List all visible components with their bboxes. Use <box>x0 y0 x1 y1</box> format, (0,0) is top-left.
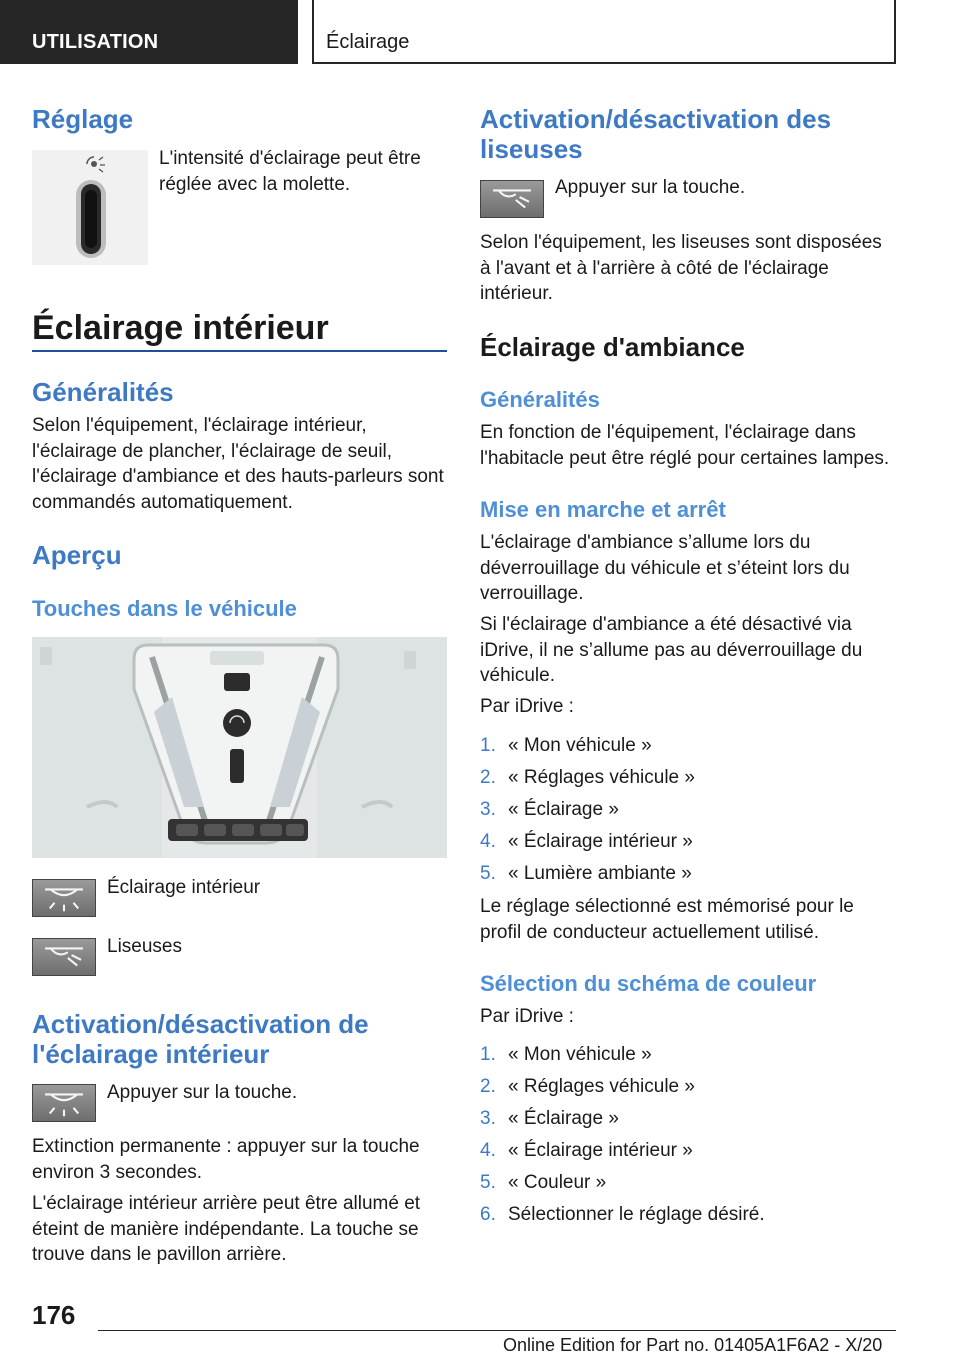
list-item: 4. « Éclairage intérieur » <box>480 1140 693 1161</box>
interior-lighting-heading: Éclairage intérieur <box>32 309 329 347</box>
list-item: 3. « Éclairage » <box>480 1108 619 1129</box>
legend-interior-light: Éclairage intérieur <box>107 877 261 898</box>
legend-reading-light: Liseuses <box>107 936 182 957</box>
activation-heading: Activation/désactivation de l'éclairage intérieur <box>32 1009 369 1069</box>
list-item: 6. Sélectionner le réglage désiré. <box>480 1204 765 1225</box>
reading-lights-heading: Activation/désactivation des liseuses <box>480 104 832 164</box>
footer-rule <box>98 1330 896 1331</box>
onoff-p2: Si l'éclairage d'ambiance a été désactivé via iDrive, il ne s’allume pas au déverrouillage du véhicule. <box>480 614 863 686</box>
buttons-heading: Touches dans le véhicule <box>32 596 297 621</box>
activation-p2: L'éclairage intérieur arrière peut être allumé et éteint de manière indépendante. La touche se trouve dans le pavillon arrière. <box>32 1193 421 1265</box>
via-idrive: Par iDrive : <box>480 696 574 717</box>
interior-light-icon <box>32 879 96 917</box>
reglage-text: L'intensité d'éclairage peut être réglée avec la molette. <box>159 148 421 195</box>
list-item: 5. « Couleur » <box>480 1172 607 1193</box>
header-section-label: UTILISATION <box>32 31 159 53</box>
general-heading: Généralités <box>32 377 174 407</box>
ambient-heading: Éclairage d'ambiance <box>480 332 745 362</box>
list-item: 2. « Réglages véhicule » <box>480 1076 695 1097</box>
via-idrive-2: Par iDrive : <box>480 1006 574 1027</box>
reading-press: Appuyer sur la touche. <box>555 177 746 198</box>
header-chapter-label: Éclairage <box>326 31 410 53</box>
header-section-tab <box>0 0 298 64</box>
reglage-heading: Réglage <box>32 104 134 134</box>
onoff-heading: Mise en marche et arrêt <box>480 497 726 522</box>
footer-edition: Online Edition for Part no. 01405A1F6A2 - X/20 <box>503 1335 883 1355</box>
reading-text: Selon l'équipement, les liseuses sont disposées à l'avant et à l'arrière à côté de l'éclairage intérieur. <box>480 232 882 304</box>
list-item: 3. « Éclairage » <box>480 799 619 820</box>
overview-heading: Aperçu <box>32 540 122 570</box>
steps-color-list <box>480 1042 890 1228</box>
list-item: 2. « Réglages véhicule » <box>480 767 695 788</box>
activation-press: Appuyer sur la touche. <box>107 1082 298 1103</box>
list-item: 1. « Mon véhicule » <box>480 1044 652 1065</box>
page-number: 176 <box>32 1300 76 1330</box>
interior-light-button-icon <box>32 1084 96 1122</box>
ambient-general-text: En fonction de l'équipement, l'éclairage dans l'habitacle peut être réglé pour certaines lampes. <box>480 422 890 469</box>
ambient-general-heading: Généralités <box>480 387 600 412</box>
reading-light-icon <box>32 938 96 976</box>
header-chapter-tab <box>312 0 896 64</box>
steps-ambient-list <box>480 733 890 887</box>
reading-light-button-icon <box>480 180 544 218</box>
memo-text: Le réglage sélectionné est mémorisé pour le profil de conducteur actuellement utilisé. <box>480 896 854 943</box>
color-scheme-heading: Sélection du schéma de couleur <box>480 971 817 996</box>
onoff-p1: L'éclairage d'ambiance s’allume lors du déverrouillage du véhicule et s’éteint lors du verrouillage. <box>480 532 850 604</box>
list-item: 5. « Lumière ambiante » <box>480 863 692 884</box>
dimmer-wheel-image <box>32 150 148 265</box>
activation-p1: Extinction permanente : appuyer sur la touche environ 3 secondes. <box>32 1136 420 1183</box>
section-rule <box>32 350 447 352</box>
overhead-console-image <box>32 637 447 858</box>
list-item: 1. « Mon véhicule » <box>480 735 652 756</box>
list-item: 4. « Éclairage intérieur » <box>480 831 693 852</box>
dimmer-wheel-icon <box>32 150 148 265</box>
general-text: Selon l'équipement, l'éclairage intérieur, l'éclairage de plancher, l'éclairage de seuil, l'éclairage d'ambiance et des hauts-parleurs sont commandés automatiquement. <box>32 415 444 513</box>
